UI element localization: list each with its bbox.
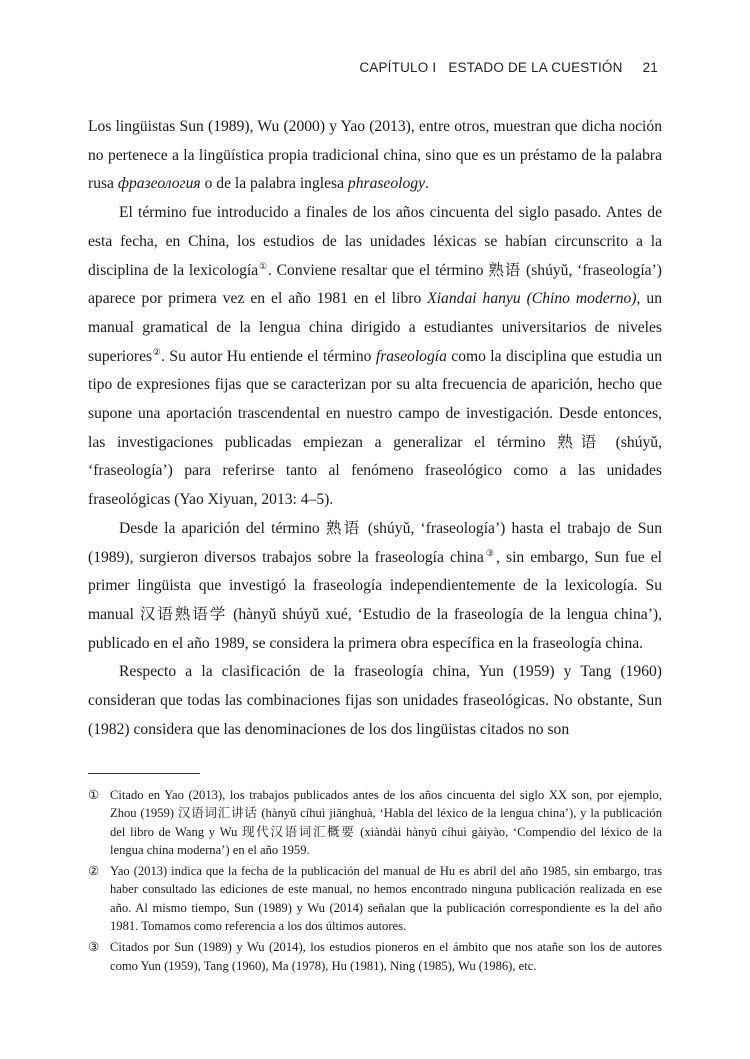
footnote-2 <box>88 862 662 935</box>
footnote-ref[interactable]: ③ <box>483 547 497 558</box>
paragraph-2 <box>88 199 662 515</box>
footnote-3 <box>88 938 662 975</box>
footnote-text: Yao (2013) indica que la fecha de la publicación del manual de Hu es abril del año 1985, sin embargo, tras haber consultado las ediciones de este manual, no hemos encontrado ninguna publicación realizada en ese año. Al mismo tiempo, Sun (1989) y Wu (2014) señalan que la publicación correspondiente es la del año 1981. Tomamos como referencia a los dos últimos autores. <box>110 864 662 934</box>
footnote-1 <box>88 786 662 859</box>
footnote-marker: ① <box>88 788 100 802</box>
text-run: o de la palabra inglesa <box>200 175 348 193</box>
italic-term: fraseología <box>375 347 447 365</box>
text-run: . <box>425 175 429 193</box>
paragraph-3 <box>88 515 662 659</box>
page-number: 21 <box>642 60 658 75</box>
footnote-text: Citados por Sun (1989) y Wu (2014), los estudios pioneros en el ámbito que nos atañe son los de autores como Yun (1959), Tang (1960), Ma (1978), Hu (1981), Ning (1985), Wu (1986), etc. <box>110 940 662 973</box>
text-run: El término fue introducido a finales de los años cincuenta del siglo pasado. Antes de esta fecha, en China, los estudios de las unidades léxicas se habían circunscrito a la disciplina de la lexicología <box>88 204 662 279</box>
paragraph-4: Respecto a la clasificación de la fraseología china, Yun (1959) y Tang (1960) consideran que todas las combinaciones fijas son unidades fraseológicas. No obstante, Sun (1982) considera que las denominaciones de los dos lingüistas citados no son <box>88 663 662 738</box>
footnote-marker: ③ <box>88 940 100 955</box>
section-title: ESTADO DE LA CUESTIÓN <box>448 60 623 75</box>
italic-title: Xiandai hanyu (Chino moderno) <box>427 290 637 308</box>
text-run: como la disciplina que estudia un tipo de expresiones fijas que se caracterizan por su alta frecuencia de aparición, hecho que supone una aportación trascendental en nuestro campo de investigación. Desde entonces, las investigaciones publicadas empiezan a generalizar el término 熟语 (shúyǔ, ‘fraseología’) para referirse tanto al fenómeno fraseológico como a las unidades fraseológicas (Yao Xiyuan, 2013: 4–5). <box>88 347 662 509</box>
text-run: Desde la aparición del término 熟语 (shúyǔ, ‘fraseología’) hasta el trabajo de Sun (1989), surgieron diversos trabajos sobre la fraseología china <box>88 519 662 566</box>
text-run: . Su autor Hu entiende el término <box>161 347 376 365</box>
text-run: . Conviene resaltar que el término 熟语 (shúyǔ, ‘fraseología’) aparece por primera vez en el año 1981 en el libro <box>88 261 662 308</box>
text-run: , sin embargo, Sun fue el primer lingüista que investigó la fraseología independientemente de la lexicología. Su manual 汉语熟语学 (hànyǔ shúyǔ xué, ‘Estudio de la fraseología de la lengua china’), publicado en el año 1989, se considera la primera obra específica en la fraseología china. <box>88 548 662 652</box>
footnotes <box>88 786 662 978</box>
paragraph-1 <box>88 113 662 199</box>
footnote-ref[interactable]: ② <box>152 346 162 357</box>
italic-term: фразеология <box>117 175 201 193</box>
main-text <box>88 113 662 744</box>
text-run: , un manual gramatical de la lengua china dirigido a estudiantes universitarios de niveles superiores <box>88 290 662 365</box>
text-run: Los lingüistas Sun (1989), Wu (2000) y Yao (2013), entre otros, muestran que dicha noción no pertenece a la lingüística propia tradicional china, sino que es un préstamo de la palabra rusa <box>88 118 662 193</box>
chapter-label: CAPÍTULO I <box>359 60 437 75</box>
footnote-separator <box>88 773 200 774</box>
running-header <box>359 60 658 75</box>
footnote-marker: ② <box>88 864 100 879</box>
italic-term: phraseology <box>347 175 425 193</box>
footnote-text: Citado en Yao (2013), los trabajos publicados antes de los años cincuenta del siglo XX son, por ejemplo, Zhou (1959) 汉语词汇讲话 (hànyǔ cíhuì jiǎnghuà, ‘Habla del léxico de la lengua china’), y la publicación del libro de Wang y Wu 现代汉语词汇概要 (xiàndài hànyǔ cíhuì gàiyào, ‘Compendio del léxico de la lengua china moderna’) en el año 1959. <box>110 788 662 857</box>
footnote-ref[interactable]: ① <box>258 260 268 271</box>
